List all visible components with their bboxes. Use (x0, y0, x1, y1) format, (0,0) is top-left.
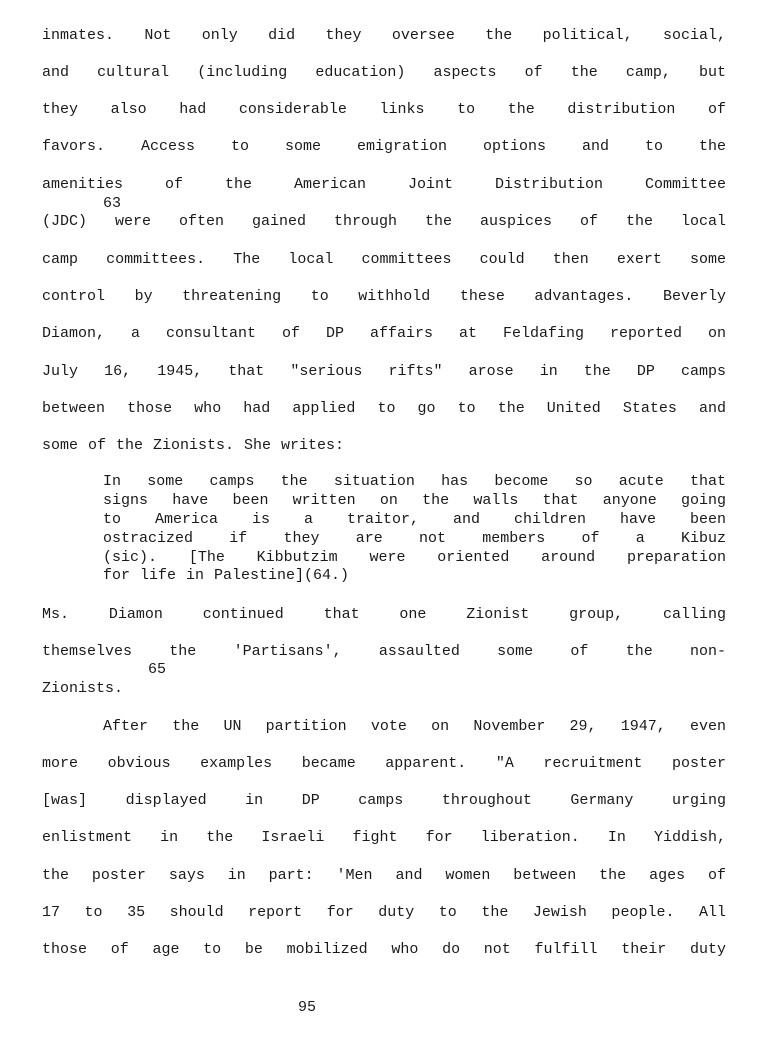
block-quote-line: In some camps the situation has become so acute that (103, 473, 726, 490)
text-line: After the UN partition vote on November 29, 1947, even (103, 718, 726, 735)
footnote-marker: 65 (148, 661, 167, 678)
text-line: more obvious examples became apparent. "A recruitment poster (42, 755, 726, 772)
block-quote-line: to America is a traitor, and children have been (103, 511, 726, 528)
text-line: they also had considerable links to the distribution of (42, 101, 726, 118)
text-line: between those who had applied to go to the United States and (42, 400, 726, 417)
block-quote-line: ostracized if they are not members of a Kibuz (103, 530, 726, 547)
text-line: and cultural (including education) aspects of the camp, but (42, 64, 726, 81)
text-line: Diamon, a consultant of DP affairs at Feldafing reported on (42, 325, 726, 342)
block-quote-line: (sic). [The Kibbutzim were oriented around preparation (103, 549, 726, 566)
text-line: Ms. Diamon continued that one Zionist group, calling (42, 606, 726, 623)
footnote-marker: 63 (103, 195, 122, 212)
text-line: favors. Access to some emigration options and to the (42, 138, 726, 155)
text-line: camp committees. The local committees could then exert some (42, 251, 726, 268)
text-line: themselves the 'Partisans', assaulted some of the non- (42, 643, 726, 660)
text-line: July 16, 1945, that "serious rifts" arose in the DP camps (42, 363, 726, 380)
text-line: those of age to be mobilized who do not fulfill their duty (42, 941, 726, 958)
block-quote-line: signs have been written on the walls that anyone going (103, 492, 726, 509)
text-line: control by threatening to withhold these advantages. Beverly (42, 288, 726, 305)
page-number: 95 (298, 999, 317, 1016)
text-line: (JDC) were often gained through the auspices of the local (42, 213, 726, 230)
text-line: enlistment in the Israeli fight for liberation. In Yiddish, (42, 829, 726, 846)
text-line: the poster says in part: 'Men and women between the ages of (42, 867, 726, 884)
text-line: inmates. Not only did they oversee the political, social, (42, 27, 726, 44)
text-line: Zionists. (42, 680, 124, 697)
text-line: some of the Zionists. She writes: (42, 437, 345, 454)
text-line: amenities of the American Joint Distribution Committee (42, 176, 726, 193)
text-line: [was] displayed in DP camps throughout Germany urging (42, 792, 726, 809)
block-quote-line: for life in Palestine](64.) (103, 567, 350, 584)
text-line: 17 to 35 should report for duty to the Jewish people. All (42, 904, 726, 921)
